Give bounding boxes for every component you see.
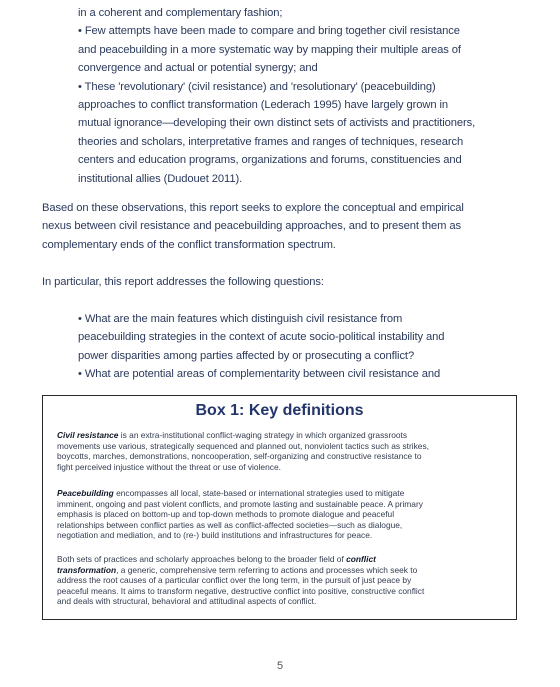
- definition-text: address the root causes of a particular conflict over the long term, in the pursuit of just peace by: [57, 575, 412, 586]
- question-item: • What are potential areas of complementarity between civil resistance and: [78, 368, 441, 381]
- text-line: complementary ends of the conflict transformation spectrum.: [42, 238, 336, 251]
- text-line: and peacebuilding in a more systematic way by mapping their multiple areas of: [78, 43, 461, 56]
- definitions-box: [42, 395, 517, 620]
- text-line: centers and education programs, organizations and forums, constituencies and: [78, 154, 462, 167]
- body-paragraph: [42, 199, 522, 254]
- definition-text: fight perceived injustice without the threat or use of violence.: [57, 461, 281, 472]
- definition-conflict-transformation: [57, 554, 507, 607]
- definition-text: movements use various, strategically sequenced and planned out, nonviolent tactics such as strikes,: [57, 440, 429, 451]
- page-number: 5: [276, 660, 284, 672]
- definition-text: relationships between conflict parties as well as conflict-affected societies—such as dialogue,: [57, 519, 403, 530]
- term-peacebuilding: Peacebuilding: [57, 488, 114, 498]
- definition-text: and deals with structural, behavioral and attitudinal aspects of conflict.: [57, 596, 317, 607]
- term-civil-resistance: Civil resistance: [57, 430, 119, 440]
- text-line: mutual ignorance—developing their own distinct sets of activists and practitioners,: [78, 117, 476, 130]
- definition-text: encompasses all local, state-based or international strategies used to mitigate: [113, 488, 405, 498]
- text-line: institutional allies (Dudouet 2011).: [78, 172, 243, 185]
- definition-civil-resistance: [57, 430, 507, 472]
- definition-text: , a generic, comprehensive term referring to actions and processes which seek to: [116, 564, 418, 575]
- text-line: nexus between civil resistance and peacebuilding approaches, and to present them as: [42, 220, 461, 233]
- term-transformation: transformation: [57, 564, 117, 575]
- text-line: theories and scholars, interpretative frames and ranges of techniques, research: [78, 135, 464, 148]
- question-item: • What are the main features which distinguish civil resistance from: [78, 313, 403, 325]
- top-bullet-list: [78, 4, 518, 188]
- definition-text: negotiation and mediation, and to (re-) build institutions and infrastructures for peace.: [57, 530, 373, 541]
- text-line: • Few attempts have been made to compare and bring together civil resistance: [78, 25, 460, 38]
- text-line: in a coherent and complementary fashion;: [78, 7, 283, 19]
- definition-text: peaceful means. It aims to transform negative, destructive conflict into positive, constructive conflict: [57, 585, 425, 596]
- text-line: In particular, this report addresses the following questions:: [42, 276, 324, 288]
- question-item: peacebuilding strategies in the context of acute socio-political instability and: [78, 331, 445, 344]
- definition-text: emphasis is placed on bottom-up and top-down methods to promote dialogue and peaceful: [57, 509, 395, 520]
- text-line: Based on these observations, this report seeks to explore the conceptual and empirical: [42, 202, 464, 214]
- definition-peacebuilding: [57, 488, 507, 541]
- definition-text: boycotts, marches, demonstrations, noncooperation, self-organizing and constructive resistance to: [57, 451, 422, 462]
- questions-list: [78, 310, 518, 384]
- body-paragraph: [42, 273, 522, 291]
- definition-text: Both sets of practices and scholarly approaches belong to the broader field of: [57, 554, 347, 564]
- definition-text: imminent, ongoing and past violent conflicts, and promote lasting and sustainable peace. A primary: [57, 498, 423, 509]
- text-line: • These 'revolutionary' (civil resistance) and 'resolutionary' (peacebuilding): [78, 80, 436, 93]
- text-line: convergence and actual or potential synergy; and: [78, 62, 318, 75]
- text-line: approaches to conflict transformation (Lederach 1995) have largely grown in: [78, 99, 448, 112]
- term-conflict: conflict: [346, 554, 376, 564]
- box-title: Box 1: Key definitions: [195, 402, 364, 419]
- definition-text: is an extra-institutional conflict-waging strategy in which organized grassroots: [118, 430, 408, 440]
- question-item: power disparities among parties affected by or prosecuting a conflict?: [78, 349, 415, 362]
